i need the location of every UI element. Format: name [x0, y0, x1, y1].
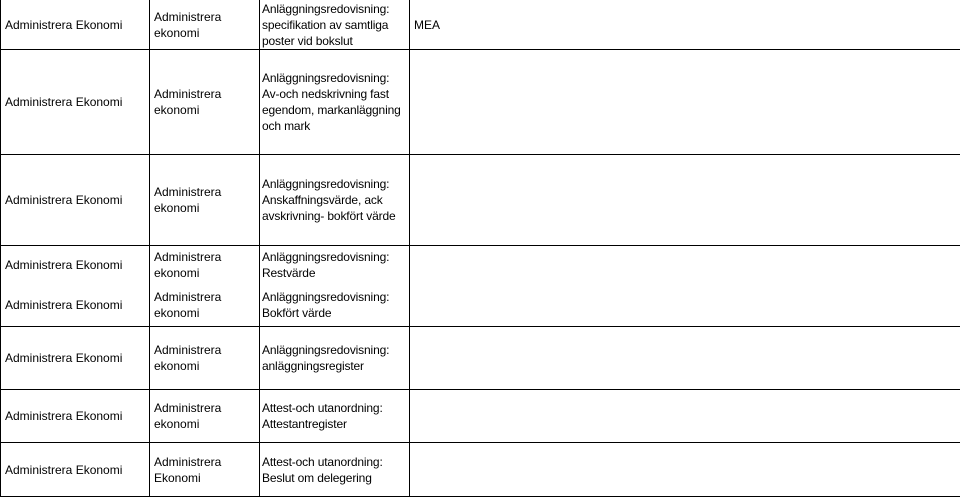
table-row: [1, 390, 960, 443]
process-area-cell: Administrera Ekonomi: [1, 0, 150, 50]
owner-cell: [410, 390, 938, 443]
empty-cell: [938, 284, 960, 327]
empty-cell: [938, 50, 960, 155]
document-type-cell: Anläggningsredovisning: specifikation av samtliga poster vid bokslut: [260, 0, 410, 50]
empty-cell: [938, 443, 960, 497]
document-type-cell: Anläggningsredovisning: Av-och nedskrivning fast egendom, markanläggning och mark: [260, 50, 410, 155]
table-row: [1, 246, 960, 284]
owner-cell: [410, 327, 938, 390]
owner-cell: MEA: [410, 0, 938, 50]
process-area-cell: Administrera Ekonomi: [1, 443, 150, 497]
process-cell: Administrera Ekonomi: [150, 443, 260, 497]
process-area-cell: Administrera Ekonomi: [1, 155, 150, 246]
table-row: [1, 50, 960, 155]
process-cell: Administrera ekonomi: [150, 390, 260, 443]
document-type-cell: Anläggningsredovisning: Anskaffningsvärde, ack avskrivning- bokfört värde: [260, 155, 410, 246]
process-cell: Administrera ekonomi: [150, 327, 260, 390]
document-type-cell: Anläggningsredovisning: Bokfört värde: [260, 284, 410, 327]
empty-cell: [938, 390, 960, 443]
owner-cell: [410, 284, 938, 327]
document-type-cell: Anläggningsredovisning: Restvärde: [260, 246, 410, 284]
document-type-cell: Anläggningsredovisning: anläggningsregister: [260, 327, 410, 390]
process-area-cell: Administrera Ekonomi: [1, 284, 150, 327]
owner-cell: [410, 50, 938, 155]
process-cell: Administrera ekonomi: [150, 0, 260, 50]
process-cell: Administrera ekonomi: [150, 246, 260, 284]
process-area-cell: Administrera Ekonomi: [1, 390, 150, 443]
empty-cell: [938, 246, 960, 284]
process-area-cell: Administrera Ekonomi: [1, 50, 150, 155]
process-cell: Administrera ekonomi: [150, 155, 260, 246]
empty-cell: [938, 327, 960, 390]
table-row: [1, 443, 960, 497]
process-cell: Administrera ekonomi: [150, 50, 260, 155]
table-row: [1, 155, 960, 246]
empty-cell: [938, 0, 960, 50]
document-type-cell: Attest-och utanordning: Attestantregister: [260, 390, 410, 443]
owner-cell: [410, 246, 938, 284]
table-row: [1, 0, 960, 50]
table-row: [1, 327, 960, 390]
owner-cell: [410, 443, 938, 497]
process-area-cell: Administrera Ekonomi: [1, 327, 150, 390]
document-type-cell: Attest-och utanordning: Beslut om delegering: [260, 443, 410, 497]
empty-cell: [938, 155, 960, 246]
owner-cell: [410, 155, 938, 246]
process-cell: Administrera ekonomi: [150, 284, 260, 327]
table-row: [1, 284, 960, 327]
process-area-cell: Administrera Ekonomi: [1, 246, 150, 284]
